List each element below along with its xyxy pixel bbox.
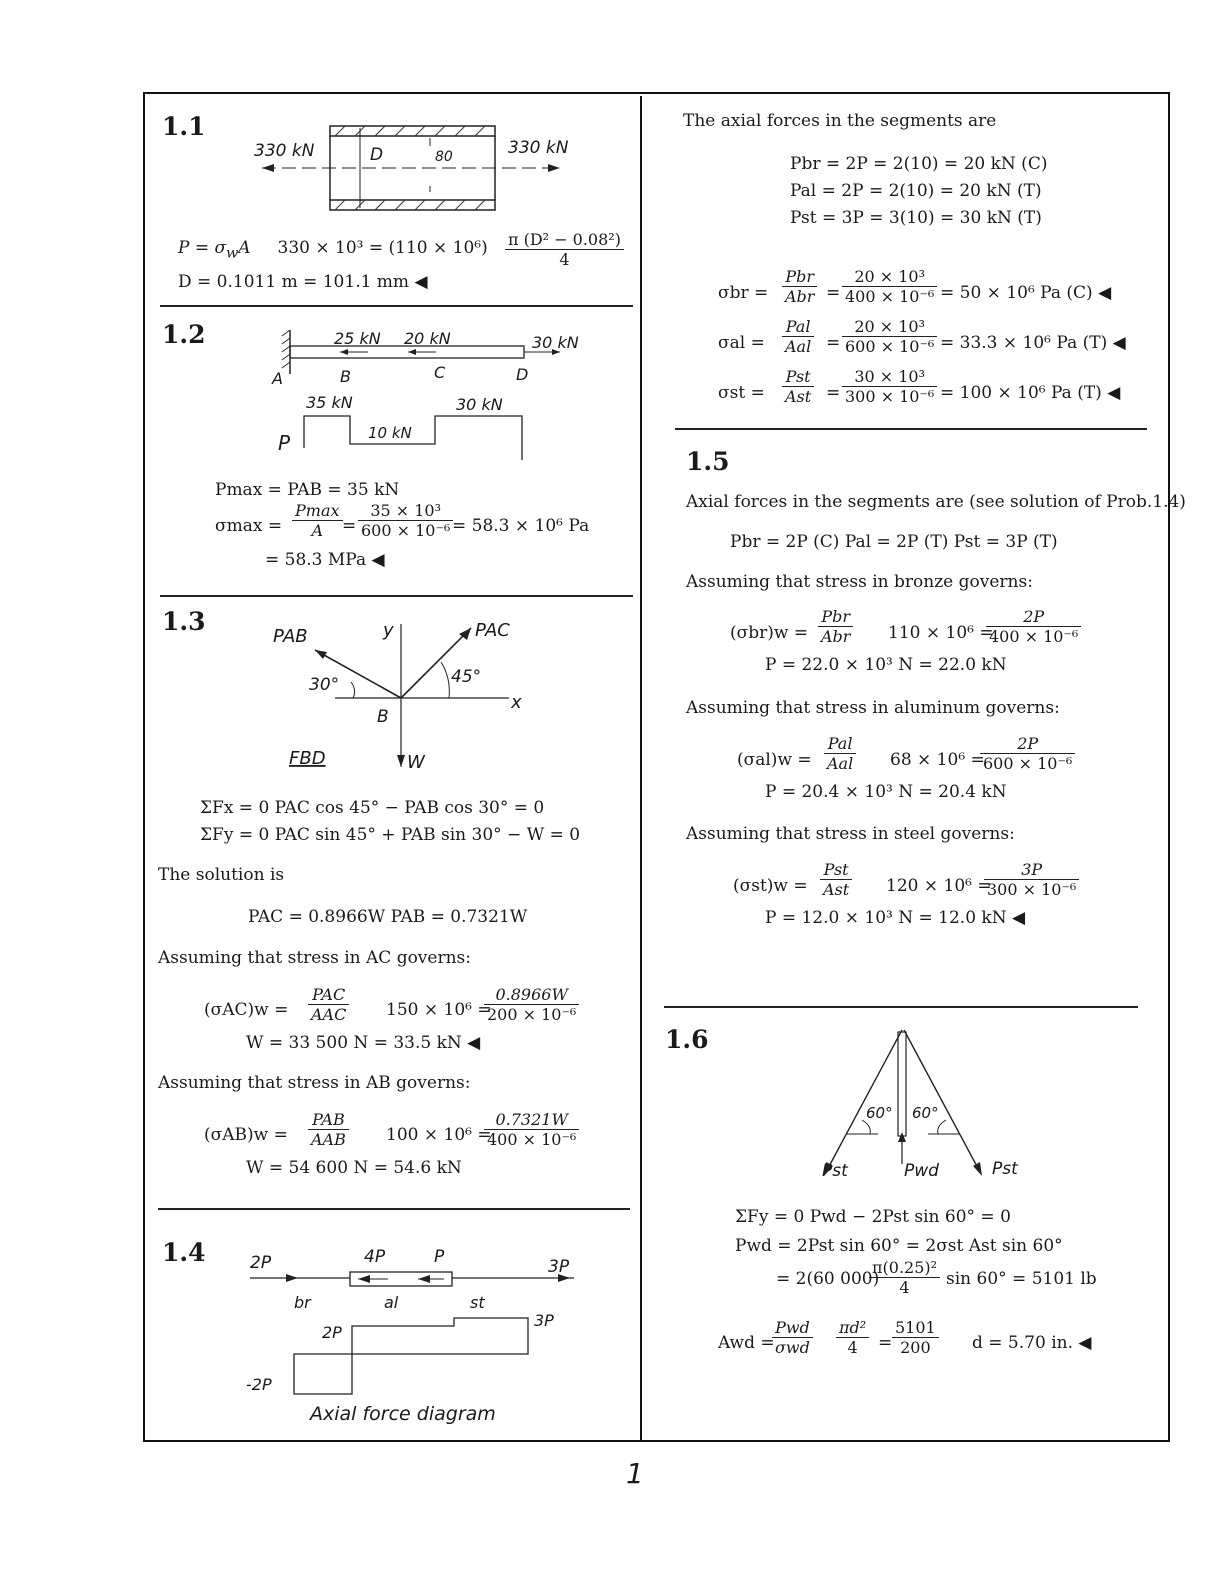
fraction: $\frac{3P}{\text{300 × 10⁻⁶}}$: [984, 860, 1079, 899]
result: W = 33 500 N = 33.5 kN ◀: [246, 1033, 481, 1053]
tube-figure: [240, 120, 600, 220]
force-bronze: Pbr = 2P = 2(10) = 20 kN (C): [790, 154, 1048, 174]
stress-result: = 100 × 10⁶ Pa (T) ◀: [940, 383, 1121, 403]
eq-area: $P = \sigma_wA$ 330 × 10³ = (110 × 10⁶): [178, 238, 488, 262]
force-steel: Pst = 3P = 3(10) = 30 kN (T): [790, 208, 1042, 228]
allowable-stress: 100 × 10⁶ =: [386, 1125, 492, 1145]
problem-number: 1.3: [162, 607, 206, 636]
svg-text:3P: 3P: [548, 1257, 570, 1277]
section-rule: [160, 595, 633, 597]
svg-text:Pst: Pst: [992, 1159, 1018, 1179]
svg-text:y: y: [383, 620, 394, 641]
stress-lhs: σst =: [718, 383, 765, 403]
stress-result: = 50 × 10⁶ Pa (C) ◀: [940, 283, 1112, 303]
eq-result: sin 60° = 5101 lb: [946, 1269, 1097, 1289]
fraction: PAC AAC: [308, 985, 349, 1024]
svg-text:al: al: [384, 1293, 399, 1312]
svg-text:br: br: [294, 1293, 311, 1312]
fraction: $\frac{5101}{200}$: [892, 1318, 939, 1357]
fraction: $\frac{\text{π(0.25)²}}{4}$: [869, 1258, 940, 1297]
equals-sign: =: [826, 383, 841, 403]
pmax-line: Pmax = PAB = 35 kN: [215, 480, 400, 500]
svg-text:45°: 45°: [451, 667, 482, 687]
fraction: $\frac{0.7321W}{\text{400 × 10⁻⁶}}$: [484, 1110, 579, 1149]
stress-lhs: (σAB)w =: [204, 1125, 288, 1145]
allowable-stress: 110 × 10⁶ =: [888, 623, 994, 643]
svg-text:x: x: [511, 692, 522, 713]
fraction: $\frac{\text{35 × 10³}}{\text{600 × 10⁻⁶}}$: [358, 501, 453, 540]
diameter-result: d = 5.70 in. ◀: [972, 1333, 1092, 1353]
fraction: PAB AAB: [308, 1110, 349, 1149]
axial-force-figure: [240, 1242, 600, 1432]
load-label-left: 330 kN: [254, 141, 315, 161]
eq-pwd: Pwd = 2Pst sin 60° = 2σst Ast sin 60°: [735, 1236, 1063, 1256]
svg-text:2P: 2P: [250, 1253, 272, 1273]
strut-figure: [800, 1024, 1030, 1189]
bar-figure: [260, 322, 600, 472]
svg-text:30 kN: 30 kN: [532, 333, 579, 352]
svg-text:st: st: [470, 1293, 485, 1312]
result: P = 12.0 × 10³ N = 12.0 kN ◀: [765, 908, 1026, 928]
fraction: Pbr Abr: [818, 607, 853, 646]
stress-lhs: σal =: [718, 333, 765, 353]
problem-number: 1.2: [162, 320, 206, 349]
svg-text:B: B: [377, 707, 389, 727]
eq-sum-fy: ΣFy = 0 PAC sin 45° + PAB sin 30° − W = 0: [200, 825, 581, 845]
intro-text: Axial forces in the segments are (see solution of Prob.1.4): [686, 492, 1186, 512]
fraction: Pal Aal: [824, 734, 856, 773]
problem-number: 1.1: [162, 112, 206, 141]
area-lhs: Awd =: [718, 1333, 775, 1353]
svg-text:30°: 30°: [309, 675, 340, 695]
fraction: $\frac{\text{20 × 10³}}{\text{600 × 10⁻⁶}}$: [842, 317, 937, 356]
stress-lhs: (σbr)w =: [730, 623, 809, 643]
svg-text:B: B: [340, 367, 351, 386]
area-fraction: $\frac{\text{π (D² − 0.08²)}}{4}$: [505, 230, 624, 269]
fraction: Pst Ast: [782, 367, 814, 406]
case-label: Assuming that stress in AB governs:: [158, 1073, 471, 1093]
svg-text:60°: 60°: [866, 1104, 893, 1122]
svg-text:Pwd: Pwd: [904, 1161, 939, 1181]
svg-text:PAC: PAC: [475, 620, 510, 641]
svg-text:P: P: [278, 431, 291, 455]
svg-text:30 kN: 30 kN: [456, 395, 503, 414]
case-label: Assuming that stress in AC governs:: [158, 948, 471, 968]
section-rule: [664, 1006, 1138, 1008]
section-rule: [160, 305, 633, 307]
case-label: Assuming that stress in aluminum governs:: [686, 698, 1060, 718]
svg-text:3P: 3P: [534, 1311, 554, 1330]
problem-number: 1.4: [162, 1238, 206, 1267]
eq-sum-fy: ΣFy = 0 Pwd − 2Pst sin 60° = 0: [735, 1207, 1011, 1227]
fraction: $\frac{\text{30 × 10³}}{\text{300 × 10⁻⁶}}$: [842, 367, 937, 406]
intro-text: The axial forces in the segments are: [683, 111, 997, 131]
stress-lhs: σbr =: [718, 283, 769, 303]
svg-text:-2P: -2P: [246, 1375, 272, 1394]
stress-lhs: (σAC)w =: [204, 1000, 289, 1020]
equals-sign: =: [878, 1333, 893, 1353]
solution-label: The solution is: [158, 865, 285, 885]
stress-lhs: (σal)w =: [737, 750, 812, 770]
stress-lhs: (σst)w =: [733, 876, 808, 896]
problem-number: 1.5: [686, 447, 730, 476]
svg-text:10 kN: 10 kN: [368, 424, 412, 442]
result: W = 54 600 N = 54.6 kN: [246, 1158, 462, 1178]
allowable-stress: 68 × 10⁶ =: [890, 750, 985, 770]
svg-text:Pst: Pst: [822, 1161, 848, 1181]
result-diameter: D = 0.1011 m = 101.1 mm ◀: [178, 272, 428, 292]
result: P = 22.0 × 10³ N = 22.0 kN: [765, 655, 1007, 675]
inner-diameter-label: 80: [435, 149, 453, 165]
stress-result: = 58.3 MPa ◀: [265, 550, 385, 570]
svg-text:Axial force diagram: Axial force diagram: [310, 1403, 496, 1425]
fbd-figure: [265, 612, 545, 777]
svg-text:D: D: [516, 365, 529, 384]
fraction: Pwd σwd: [772, 1318, 813, 1357]
section-rule: [158, 1208, 630, 1210]
force-aluminum: Pal = 2P = 2(10) = 20 kN (T): [790, 181, 1042, 201]
stress-value: = 58.3 × 10⁶ Pa: [452, 516, 590, 536]
case-label: Assuming that stress in bronze governs:: [686, 572, 1033, 592]
result: P = 20.4 × 10³ N = 20.4 kN: [765, 782, 1007, 802]
problem-number: 1.6: [665, 1025, 709, 1054]
svg-text:P: P: [434, 1247, 445, 1267]
svg-text:W: W: [407, 752, 425, 773]
equals-sign: =: [826, 333, 841, 353]
fraction: $\frac{\text{20 × 10³}}{\text{400 × 10⁻⁶}}$: [842, 267, 937, 306]
eq-sum-fx: ΣFx = 0 PAC cos 45° − PAB cos 30° = 0: [200, 798, 545, 818]
fraction: Pmax A: [292, 501, 343, 540]
outer-diameter-label: D: [370, 145, 384, 165]
page-number: 1: [626, 1457, 644, 1490]
load-label-right: 330 kN: [508, 138, 569, 158]
svg-text:60°: 60°: [912, 1104, 939, 1122]
eq-substitution: = 2(60 000): [776, 1269, 880, 1289]
fraction: $\frac{\text{πd²}}{4}$: [836, 1318, 869, 1357]
fraction: Pal Aal: [782, 317, 814, 356]
case-label: Assuming that stress in steel governs:: [686, 824, 1015, 844]
svg-text:C: C: [434, 363, 446, 382]
stress-result: = 33.3 × 10⁶ Pa (T) ◀: [940, 333, 1126, 353]
fraction: $\frac{0.8966W}{\text{200 × 10⁻⁶}}$: [484, 985, 579, 1024]
sigma-max-label: σmax =: [215, 516, 283, 536]
fraction: Pbr Abr: [782, 267, 817, 306]
svg-text:A: A: [272, 369, 283, 388]
svg-text:4P: 4P: [364, 1247, 386, 1267]
allowable-stress: 150 × 10⁶ =: [386, 1000, 492, 1020]
fraction: Pst Ast: [820, 860, 852, 899]
fraction: $\frac{2P}{\text{600 × 10⁻⁶}}$: [980, 734, 1075, 773]
svg-text:20 kN: 20 kN: [404, 329, 451, 348]
equals-sign: =: [342, 516, 357, 536]
equals-sign: =: [826, 283, 841, 303]
section-rule: [675, 428, 1147, 430]
allowable-stress: 120 × 10⁶ =: [886, 876, 992, 896]
segment-forces: Pbr = 2P (C) Pal = 2P (T) Pst = 3P (T): [730, 532, 1058, 552]
svg-text:2P: 2P: [322, 1323, 342, 1342]
svg-text:PAB: PAB: [273, 626, 308, 647]
fraction: $\frac{2P}{\text{400 × 10⁻⁶}}$: [986, 607, 1081, 646]
svg-text:FBD: FBD: [289, 748, 326, 769]
svg-text:35 kN: 35 kN: [306, 393, 353, 412]
column-divider: [640, 96, 642, 1440]
svg-text:25 kN: 25 kN: [334, 329, 381, 348]
solution-values: PAC = 0.8966W PAB = 0.7321W: [248, 907, 528, 927]
